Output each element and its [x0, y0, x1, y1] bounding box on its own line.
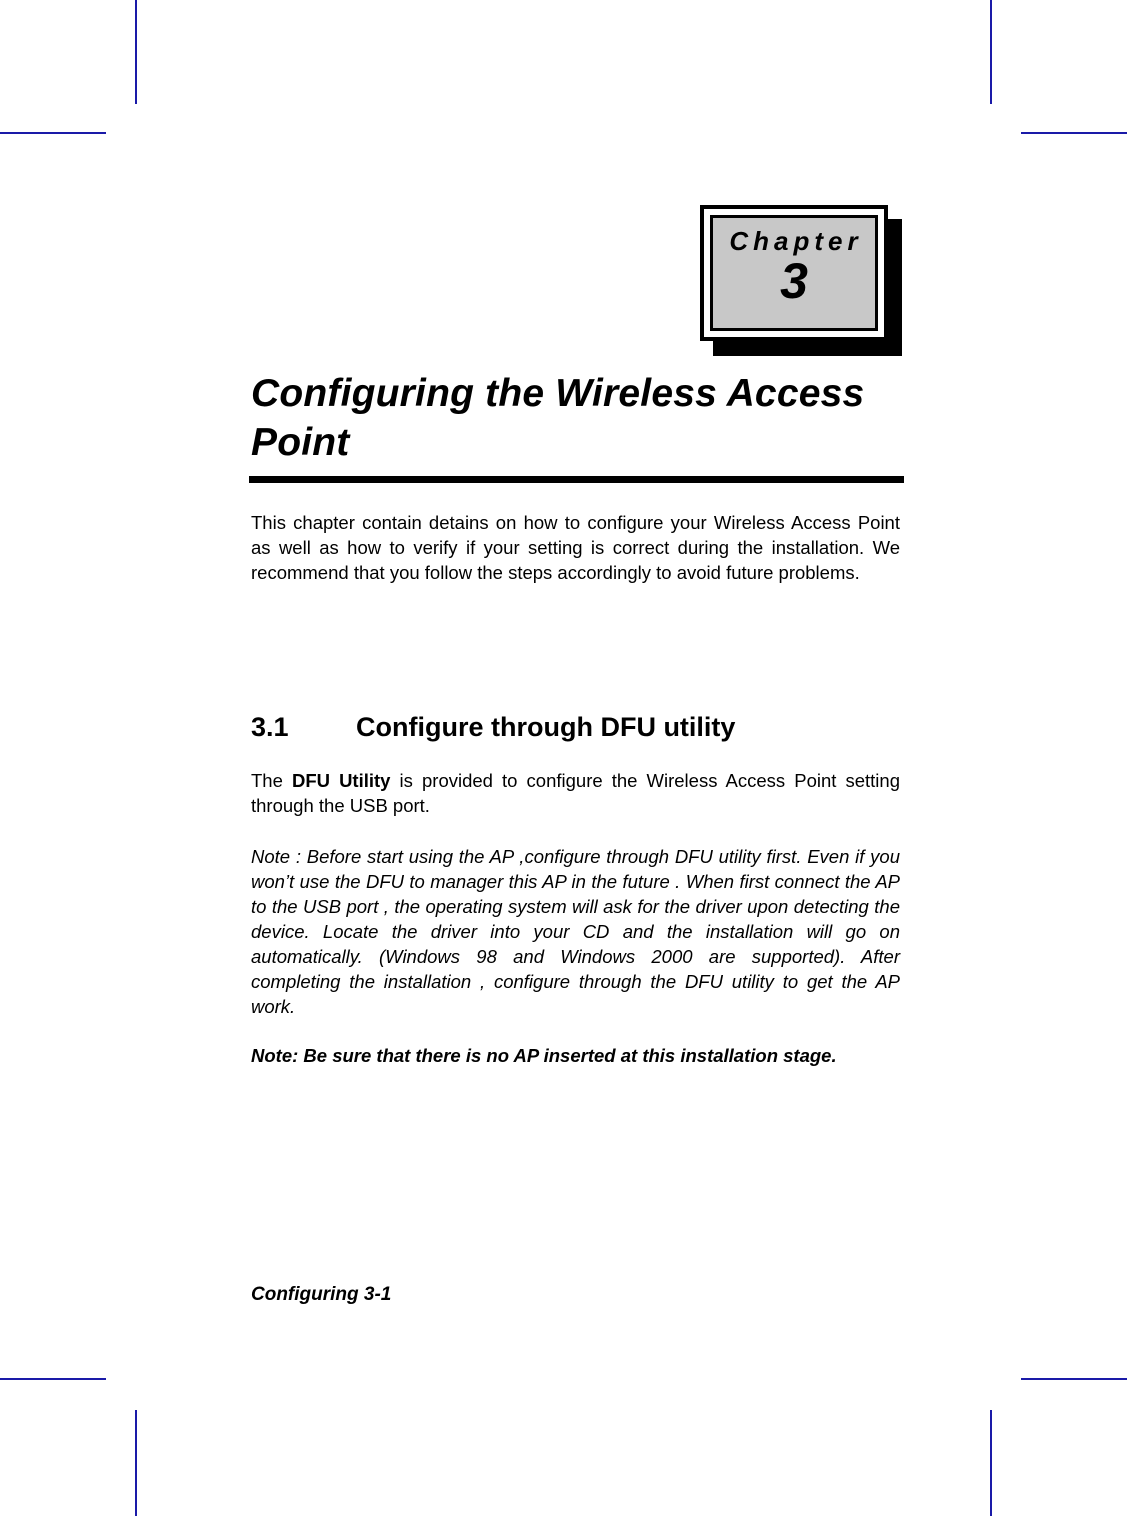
chapter-number: 3	[780, 253, 808, 309]
crop-mark-top-right-horizontal	[1021, 132, 1127, 134]
section-number: 3.1	[251, 712, 289, 742]
title-underline-rule	[249, 476, 904, 483]
dfu-paragraph-lead: The	[251, 770, 292, 791]
intro-paragraph: This chapter contain detains on how to configure your Wireless Access Point as well as how to verify if your setting is correct during the installation. We recommend that you follow the steps accordingly to avoid future problems.	[251, 512, 900, 583]
crop-mark-top-left-horizontal	[0, 132, 106, 134]
section-title: Configure through DFU utility	[356, 712, 736, 742]
warning-note: Note: Be sure that there is no AP inserted at this installation stage.	[251, 1045, 837, 1066]
crop-mark-top-left-vertical	[135, 0, 137, 104]
crop-mark-bottom-left-horizontal	[0, 1378, 106, 1380]
crop-mark-bottom-right-vertical	[990, 1410, 992, 1516]
chapter-label: Chapter	[729, 226, 863, 256]
section-heading	[251, 711, 735, 743]
page-title: Configuring the Wireless Access Point	[251, 372, 865, 464]
chapter-badge-inner	[710, 215, 878, 331]
crop-mark-bottom-right-horizontal	[1021, 1378, 1127, 1380]
dfu-paragraph-rest: is provided to configure the Wireless Access Point setting through the USB port.	[251, 770, 900, 816]
note-paragraph: Note : Before start using the AP ,configure through DFU utility first. Even if you won’t use the DFU to manager this AP in the future . When first connect the AP to the USB port , the operating system will ask for the driver upon detecting the device. Locate the driver into your CD and the installation will go on automatically. (Windows 98 and Windows 2000 are supported). After completing the installation , configure through the DFU utility to get the AP work.	[251, 846, 900, 1017]
page-footer: Configuring 3-1	[251, 1284, 392, 1305]
crop-mark-bottom-left-vertical	[135, 1410, 137, 1516]
dfu-paragraph	[251, 768, 900, 818]
dfu-utility-term: DFU Utility	[291, 770, 391, 791]
chapter-badge	[700, 205, 888, 341]
crop-mark-top-right-vertical	[990, 0, 992, 104]
